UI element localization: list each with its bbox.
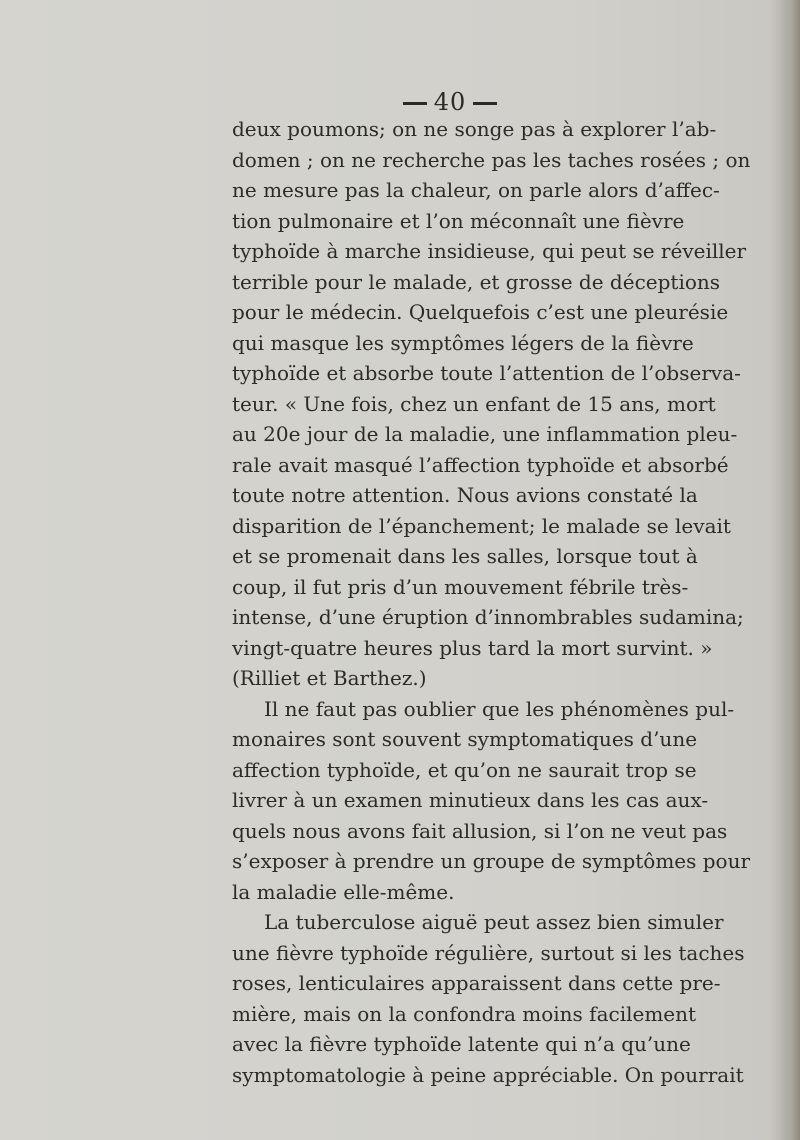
text-line: typhoïde et absorbe toute l’attention de l’observa- (232, 361, 741, 385)
text-line: terrible pour le malade, et grosse de déceptions (232, 269, 721, 294)
text-line: affection typhoïde, et qu’on ne saurait trop se (232, 757, 697, 782)
text-line: roses, lenticulaires apparaissent dans cette pre- (232, 971, 721, 995)
page-number-value: 40 (433, 88, 467, 116)
text-line: monaires sont souvent symptomatiques d’une (232, 727, 698, 751)
text-line: mière, mais on la confondra moins facilement (232, 1001, 697, 1026)
text-line: teur. « Une fois, chez un enfant de 15 ans, mort (232, 391, 716, 416)
page-edge-shadow (780, 0, 800, 1140)
text-line: une fièvre typhoïde régulière, surtout si les taches (232, 940, 745, 965)
text-line: livrer à un examen minutieux dans les cas aux- (232, 788, 709, 812)
text-line: ne mesure pas la chaleur, on parle alors d’affec- (232, 178, 720, 202)
text-line: intense, d’une éruption d’innombrables sudamina; (232, 605, 744, 629)
text-line: au 20e jour de la maladie, une inflammation pleu- (232, 422, 738, 446)
text-line: domen ; on ne recherche pas les taches rosées ; on (232, 147, 751, 172)
body-text (232, 114, 751, 1090)
text-line: deux poumons; on ne songe pas à explorer l’ab- (232, 117, 717, 141)
text-line: toute notre attention. Nous avions constaté la (232, 483, 698, 507)
page-number-right-dash (473, 102, 497, 105)
text-line-paragraph-start: Il ne faut pas oublier que les phénomènes pul- (264, 696, 735, 721)
text-line: quels nous avons fait allusion, si l’on ne veut pas (232, 818, 728, 843)
text-line: pour le médecin. Quelquefois c’est une pleurésie (232, 300, 729, 324)
page-number-left-dash (403, 102, 427, 105)
text-line: (Rilliet et Barthez.) (232, 666, 427, 690)
text-line: typhoïde à marche insidieuse, qui peut se réveiller (232, 239, 747, 263)
text-line: rale avait masqué l’affection typhoïde et absorbé (232, 452, 729, 477)
text-line: symptomatologie à peine appréciable. On pourrait (232, 1062, 744, 1087)
text-line: et se promenait dans les salles, lorsque tout à (232, 544, 698, 568)
text-line: s’exposer à prendre un groupe de symptômes pour (232, 849, 751, 873)
text-line: la maladie elle-même. (232, 879, 455, 904)
text-line: vingt-quatre heures plus tard la mort survint. » (232, 635, 713, 660)
text-line: avec la fièvre typhoïde latente qui n’a qu’une (232, 1032, 691, 1056)
page-number (0, 88, 800, 116)
text-line-paragraph-start: La tuberculose aiguë peut assez bien simuler (264, 910, 724, 934)
text-line: coup, il fut pris d’un mouvement fébrile très- (232, 574, 689, 599)
text-line: qui masque les symptômes légers de la fièvre (232, 330, 694, 355)
text-line: tion pulmonaire et l’on méconnaît une fièvre (232, 208, 685, 233)
text-line: disparition de l’épanchement; le malade se levait (232, 513, 731, 538)
